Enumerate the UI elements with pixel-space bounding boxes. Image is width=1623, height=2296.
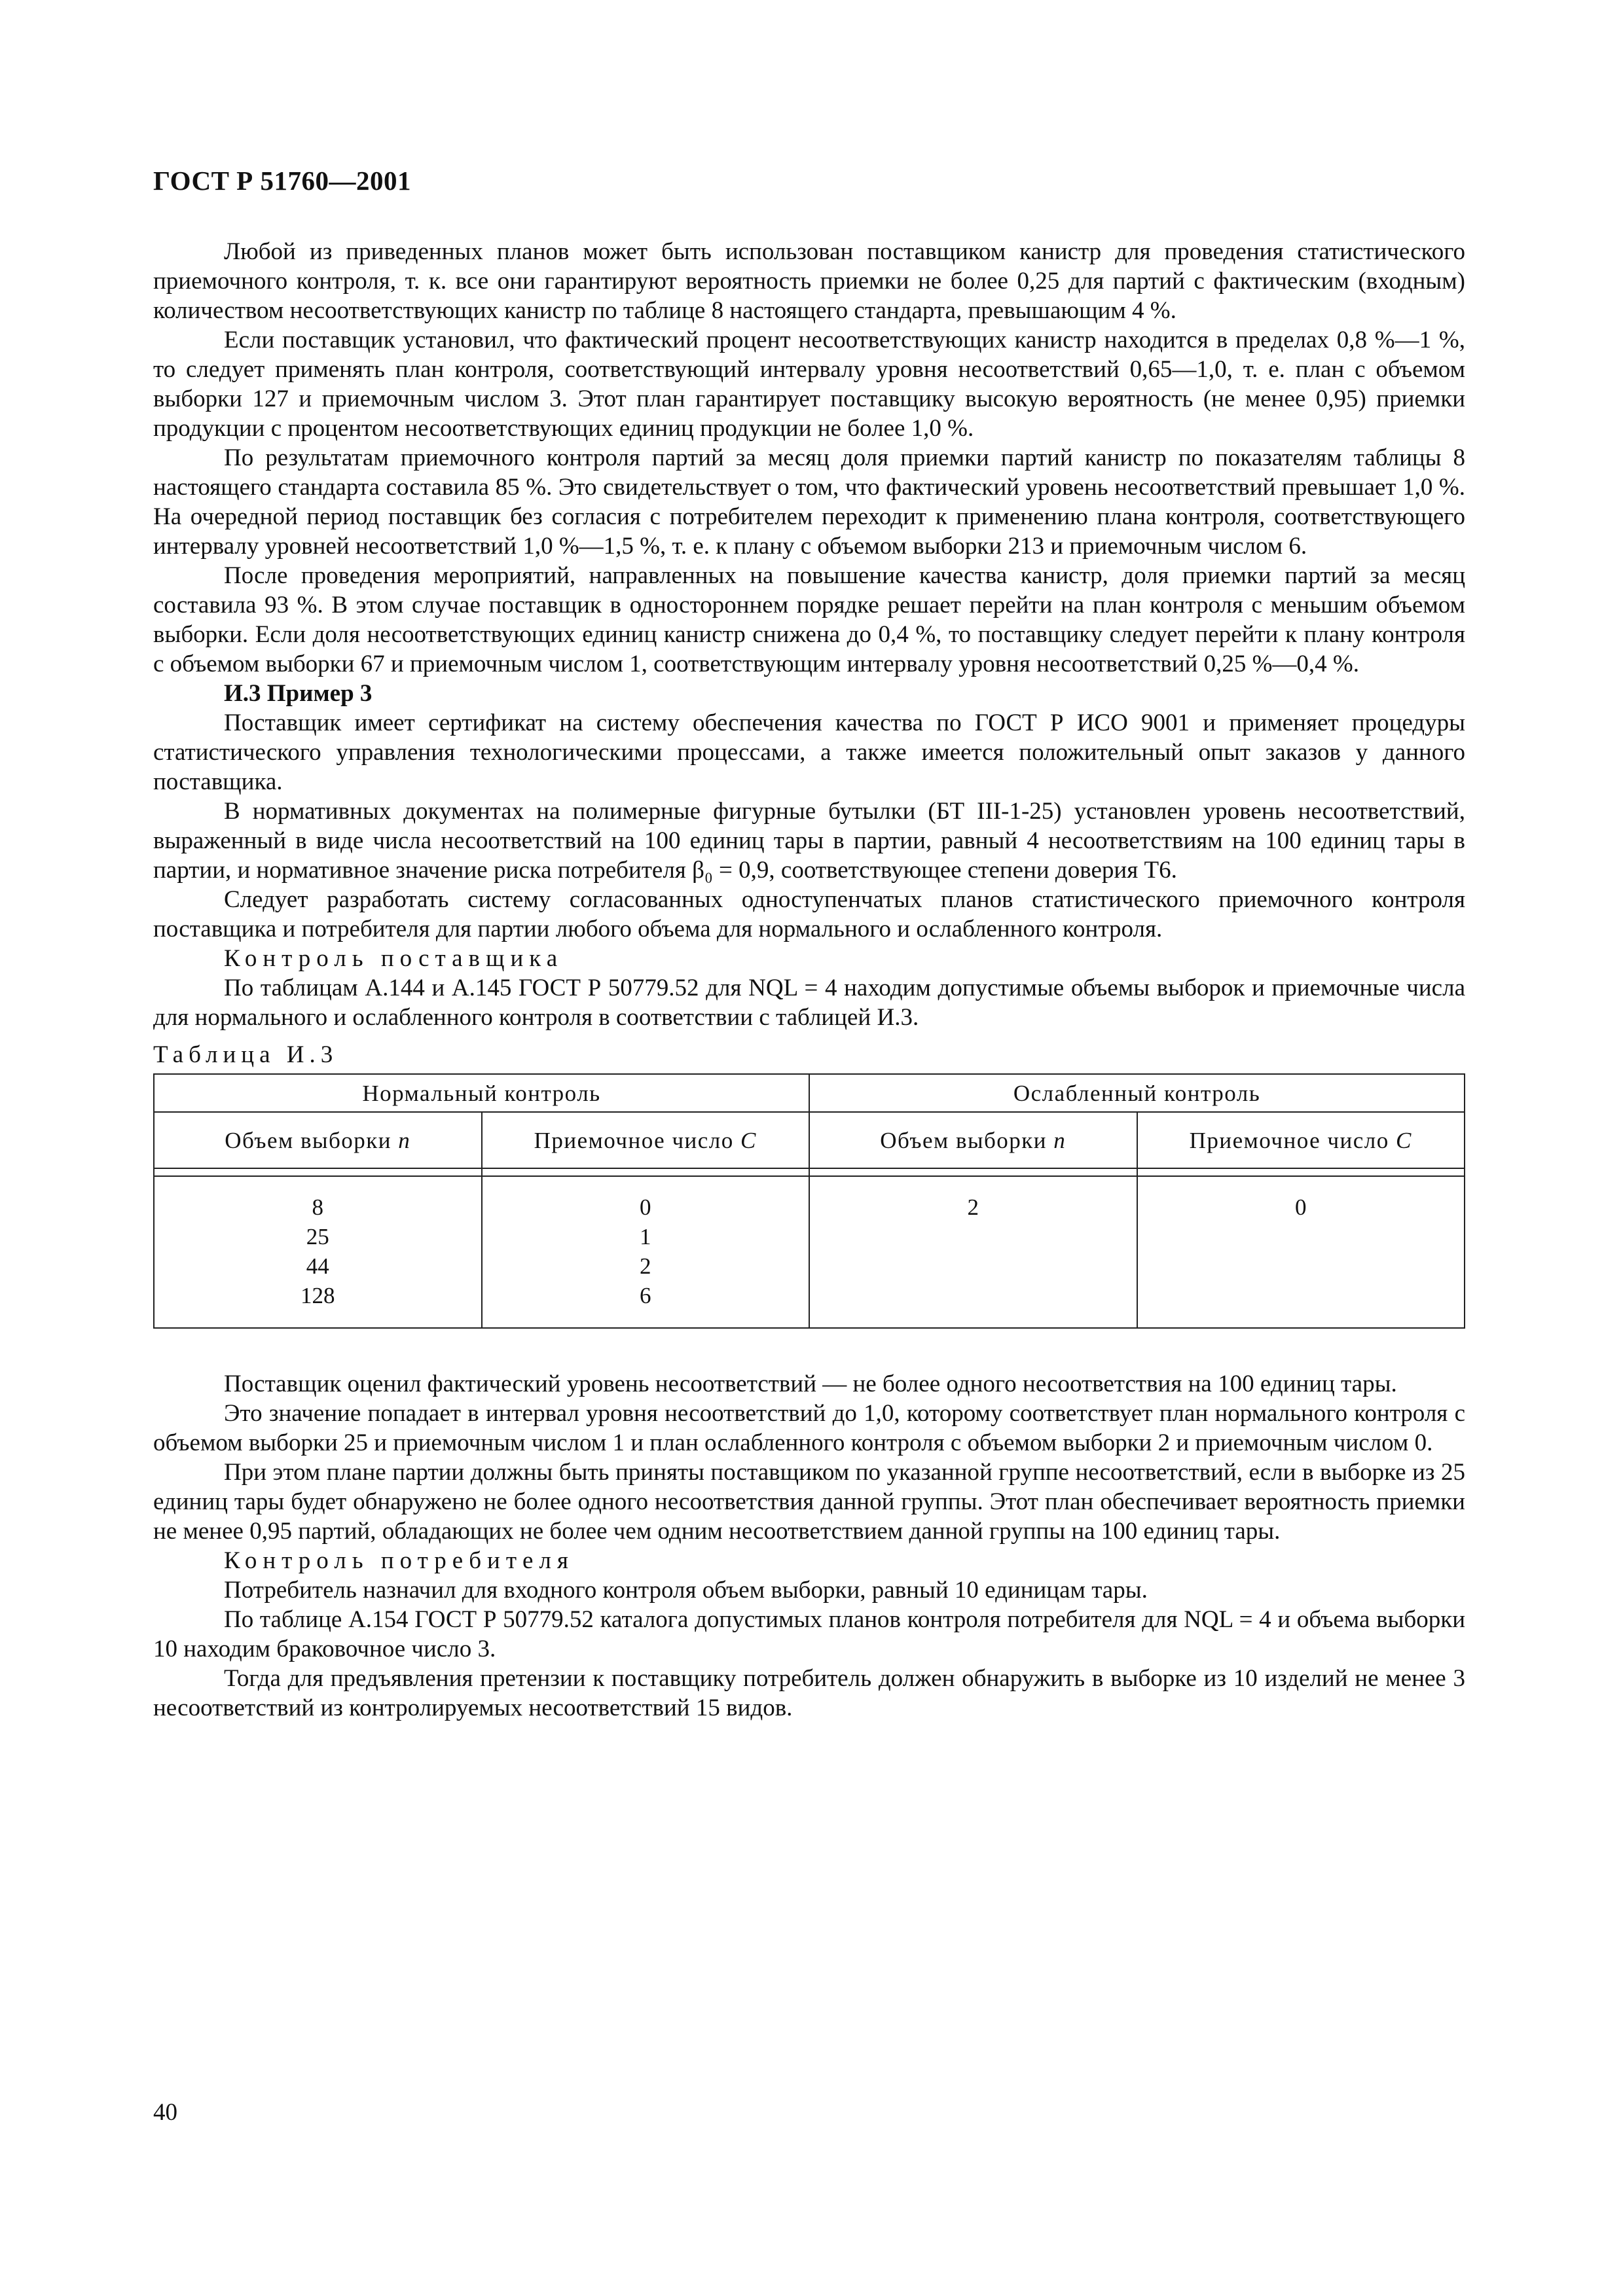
column-header: Приемочное число C [482,1112,810,1168]
paragraph: Потребитель назначил для входного контроля объем выборки, равный 10 единицам тары. [224,1577,1148,1604]
separator-cell [809,1168,1137,1176]
document-header: ГОСТ Р 51760—2001 [153,166,411,196]
reduced-sample-size-cell [809,1176,1137,1328]
table-value: 8 [312,1194,323,1220]
group-header-reduced: Ослабленный контроль [809,1074,1465,1112]
paragraph: После проведения мероприятий, направленных на повышение качества канистр, доля приемки партий за месяц составила 93 %. В этом случае поставщик в одностороннем порядке решает перейти на план контроля с меньшим объемом выборки. Если доля несоответствующих единиц канистр снижена до 0,4 %, то поставщику следует перейти к плану контроля с объемом выборки 67 и приемочным числом 1, соответствующим интервалу уровня несоответствий 0,25 %—0,4 %. [153,562,1465,677]
paragraph: По таблице А.154 ГОСТ Р 50779.52 каталога допустимых планов контроля потребителя для NQL = 4 и объема выборки 10 находим браковочное число 3. [153,1606,1465,1662]
normal-acceptance-number-cell [482,1176,810,1328]
separator-cell [1137,1168,1465,1176]
paragraph: Поставщик имеет сертификат на систему обеспечения качества по ГОСТ Р ИСО 9001 и применяет процедуры статистического управления технологическими процессами, а также имеется положительный опыт заказов у данного поставщика. [153,709,1465,795]
consumer-control-heading: Контроль потребителя [224,1547,574,1574]
paragraph: Поставщик оценил фактический уровень несоответствий — не более одного несоответствия на 100 единиц тары. [224,1371,1397,1397]
example-heading: И.3 Пример 3 [224,680,373,707]
column-header: Объем выборки n [809,1112,1137,1168]
table-caption: Таблица И.3 [153,1041,338,1068]
table-value: 2 [640,1253,651,1279]
table-value: 0 [640,1194,651,1220]
paragraph: По результатам приемочного контроля партий за месяц доля приемки партий канистр по показателям таблицы 8 настоящего стандарта составила 85 %. Это свидетельствует о том, что фактический уровень несоответствий превышает 1,0 %. На очередной период поставщик без согласия с потребителем переходит к применению плана контроля, соответствующего интервалу уровней несоответствий 1,0 %—1,5 %, т. е. к плану с объемом выборки 213 и приемочным числом 6. [153,444,1465,560]
sampling-plan-table [153,1073,1465,1329]
page-number: 40 [153,2099,177,2126]
paragraph: Любой из приведенных планов может быть использован поставщиком канистр для проведения статистического приемочного контроля, т. к. все они гарантируют вероятность приемки не более 0,25 для партий с фактическим (входным) количеством несоответствующих канистр по таблице 8 настоящего стандарта, превышающим 4 %. [153,238,1465,324]
paragraph: Это значение попадает в интервал уровня несоответствий до 1,0, которому соответствует план нормального контроля с объемом выборки 25 и приемочным числом 1 и план ослабленного контроля с объемом выборки 2 и приемочным числом 0. [153,1400,1465,1456]
normal-sample-size-cell [154,1176,482,1328]
column-header: Приемочное число C [1137,1112,1465,1168]
table-value: 2 [967,1194,979,1220]
supplier-control-heading: Контроль поставщика [224,945,564,972]
paragraph: Если поставщик установил, что фактический процент несоответствующих канистр находится в пределах 0,8 %—1 %, то следует применять план контроля, соответствующий интервалу уровня несоответствий 0,65—1,0, т. е. план с объемом выборки 127 и приемочным числом 3. Этот план гарантирует поставщику высокую вероятность (не менее 0,95) приемки продукции с процентом несоответствующих единиц продукции не более 1,0 %. [153,327,1465,442]
table-value: 6 [640,1283,651,1308]
paragraph: В нормативных документах на полимерные фигурные бутылки (БТ III-1-25) установлен уровень несоответствий, выраженный в виде числа несоответствий на 100 единиц тары в партии, равный 4 несоответствиям на 100 единиц тары в партии, и нормативное значение риска потребителя β₀ = 0,9, соответствующее степени доверия Т6. [153,798,1465,884]
table-value: 25 [306,1224,329,1249]
table-value: 44 [306,1253,329,1279]
paragraph: По таблицам А.144 и А.145 ГОСТ Р 50779.52 для NQL = 4 находим допустимые объемы выборок и приемочные числа для нормального и ослабленного контроля в соответствии с таблицей И.3. [153,975,1465,1031]
table-value: 0 [1295,1194,1307,1220]
separator-cell [154,1168,482,1176]
table-value: 128 [301,1283,335,1308]
page-body [153,237,1465,1723]
paragraph: Тогда для предъявления претензии к поставщику потребитель должен обнаружить в выборке из 10 изделий не менее 3 несоответствий из контролируемых несоответствий 15 видов. [153,1665,1465,1721]
reduced-acceptance-number-cell [1137,1176,1465,1328]
column-header: Объем выборки n [154,1112,482,1168]
paragraph: При этом плане партии должны быть приняты поставщиком по указанной группе несоответствий, если в выборке из 25 единиц тары будет обнаружено не более одного несоответствия данной группы. Этот план обеспечивает вероятность приемки не менее 0,95 партий, обладающих не более чем одним несоответствием данной группы на 100 единиц тары. [153,1459,1465,1545]
paragraph: Следует разработать систему согласованных одноступенчатых планов статистического приемочного контроля поставщика и потребителя для партии любого объема для нормального и ослабленного контроля. [153,886,1465,942]
group-header-normal: Нормальный контроль [154,1074,809,1112]
table-value: 1 [640,1224,651,1249]
separator-cell [482,1168,810,1176]
